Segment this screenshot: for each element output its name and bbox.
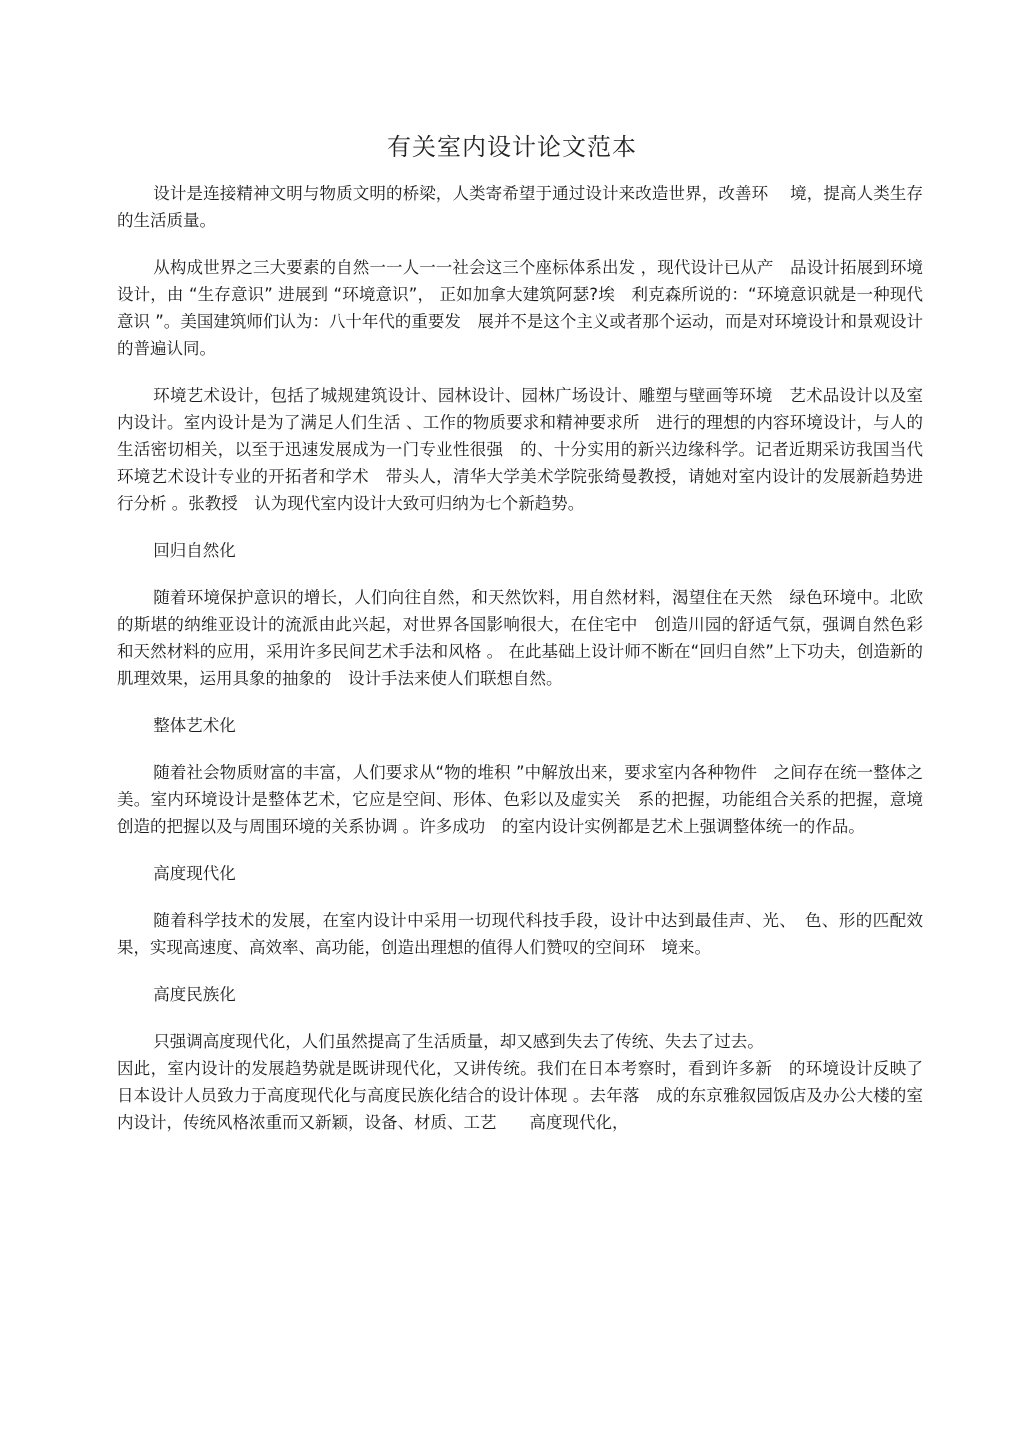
paragraph-return-to-nature: 随着环境保护意识的增长，人们向往自然，和天然饮料，用自然材料，渴望住在天然 绿色环境中。北欧的斯堪的纳维亚设计的流派由此兴起，对世界各国影响很大，在住宅中 创造川园的舒适气氛，强调自然色彩和天然材料的应用，采用许多民间艺术手法和风格 。 在此基础上设计师不断在“回归自然”上下功夫，创造新的肌理效果，运用具象的抽象的 设计手法来使人们联想自然。 (117, 588, 923, 688)
section-heading-modernization: 高度现代化 (153, 864, 236, 883)
paragraph-nationalization-body: 因此，室内设计的发展趋势就是既讲现代化，又讲传统。我们在日本考察时，看到许多新 的环境设计反映了日本设计人员致力于高度现代化与高度民族化结合的设计体现 。去年落 成的东京雅叙园饭店及办公大楼的室内设计，传统风格浓重而又新颖，设备、材质、工艺 高度现代化， (117, 1059, 923, 1132)
document-title: 有关室内设计论文范本 (387, 133, 637, 161)
paragraph-environmental-art: 环境艺术设计，包括了城规建筑设计、园林设计、园林广场设计、雕塑与壁画等环境 艺术品设计以及室内设计。室内设计是为了满足人们生活 、工作的物质要求和精神要求所 进行的理想的内容环境设计，与人的生活密切相关，以至于迅速发展成为一门专业性很强 的、十分实用的新兴边缘科学。记者近期采访我国当代环境艺术设计专业的开拓者和学术 带头人，清华大学美术学院张绮曼教授，请她对室内设计的发展新趋势进行分析 。张教授 认为现代室内设计大致可归纳为七个新趋势。 (117, 386, 923, 513)
paragraph-holistic-art: 随着社会物质财富的丰富，人们要求从“物的堆积 ”中解放出来，要求室内各种物件 之间存在统一整体之美。室内环境设计是整体艺术，它应是空间、形体、色彩以及虚实关 系的把握，功能组合关系的把握，意境创造的把握以及与周围环境的关系协调 。许多成功 的室内设计实例都是艺术上强调整体统一的作品。 (117, 763, 923, 836)
section-heading-holistic-art: 整体艺术化 (153, 716, 236, 735)
paragraph-environment-awareness: 从构成世界之三大要素的自然一一人一一社会这三个座标体系出发 ，现代设计已从产 品设计拓展到环境设计，由 “生存意识” 进展到 “环境意识”， 正如加拿大建筑阿瑟?埃 利克森所说的：“环境意识就是一种现代意识 ”。美国建筑师们认为：八十年代的重要发 展并不是这个主义或者那个运动，而是对环境设计和景观设计的普遍认同。 (117, 258, 923, 358)
section-heading-return-to-nature: 回归自然化 (153, 541, 236, 560)
document-body (117, 180, 923, 1136)
paragraph-modernization: 随着科学技术的发展，在室内设计中采用一切现代科技手段，设计中达到最佳声、光、 色、形的匹配效果，实现高速度、高效率、高功能，创造出理想的值得人们赞叹的空间环 境来。 (117, 911, 923, 957)
section-heading-nationalization: 高度民族化 (153, 985, 236, 1004)
paragraph-nationalization-lead: 只强调高度现代化，人们虽然提高了生活质量，却又感到失去了传统、失去了过去。 (153, 1032, 764, 1051)
paragraph-intro: 设计是连接精神文明与物质文明的桥梁，人类寄希望于通过设计来改造世界，改善环 境，提高人类生存的生活质量。 (117, 184, 923, 230)
